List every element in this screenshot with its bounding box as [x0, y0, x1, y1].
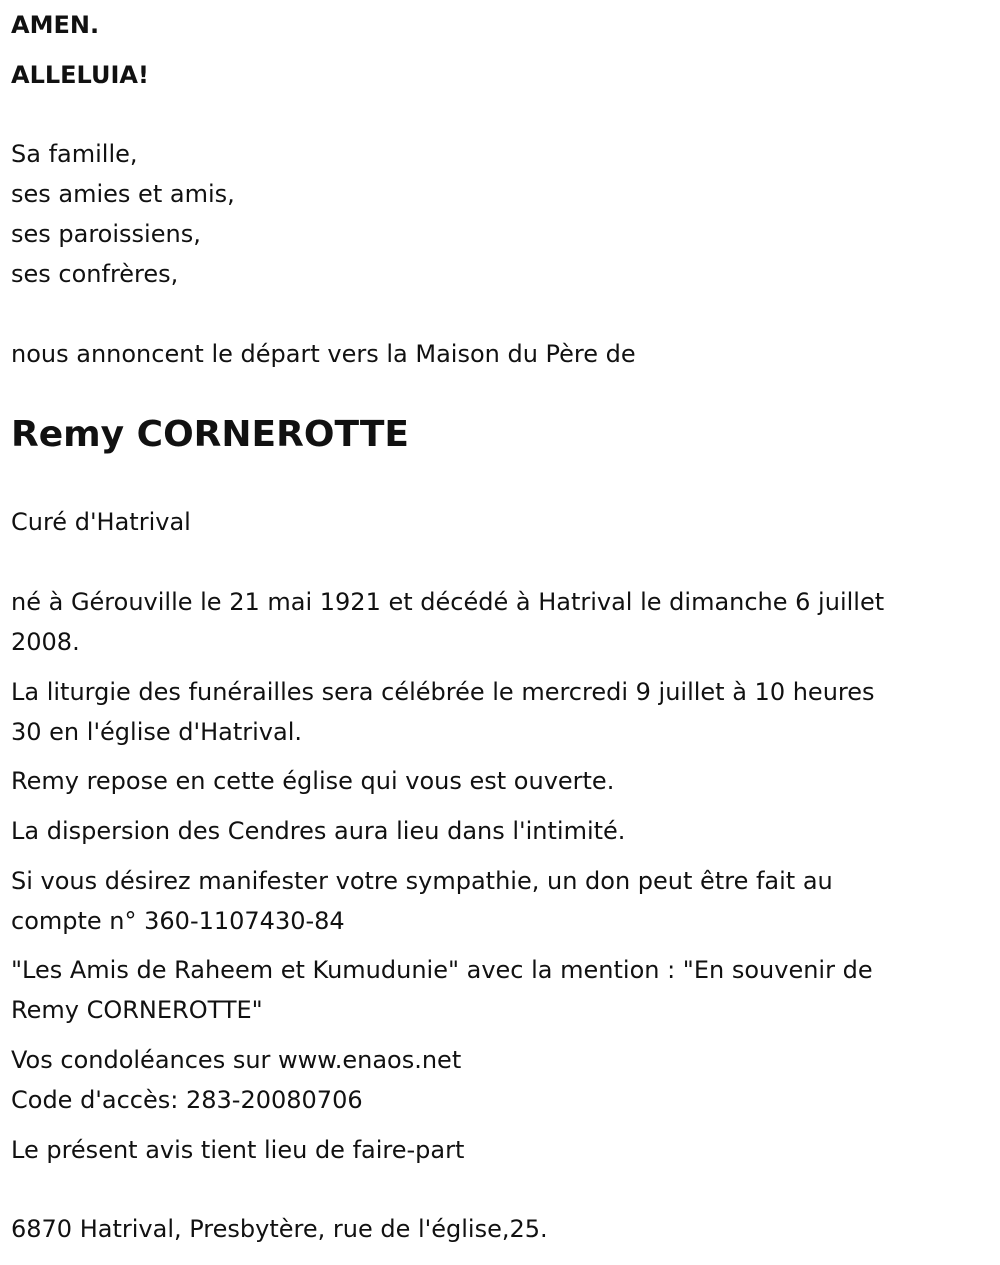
family-line: ses paroissiens,: [11, 220, 201, 248]
mention-line: Remy CORNEROTTE": [11, 996, 263, 1024]
birth-death-line: né à Gérouville le 21 mai 1921 et décédé à Hatrival le dimanche 6 juillet: [11, 588, 885, 616]
condolences-line: Vos condoléances sur www.enaos.net: [11, 1046, 462, 1074]
deceased-title: Curé d'Hatrival: [11, 508, 191, 536]
funeral-line: 30 en l'église d'Hatrival.: [11, 718, 303, 746]
access-code-line: Code d'accès: 283-20080706: [11, 1086, 363, 1114]
family-line: ses confrères,: [11, 260, 179, 288]
deceased-name: Remy CORNEROTTE: [11, 414, 409, 455]
donation-line: Si vous désirez manifester votre sympathie, un don peut être fait au: [11, 867, 833, 895]
family-line: Sa famille,: [11, 140, 138, 168]
alleluia-heading: ALLELUIA!: [11, 61, 149, 89]
donation-line: compte n° 360-1107430-84: [11, 907, 345, 935]
mention-line: "Les Amis de Raheem et Kumudunie" avec la mention : "En souvenir de: [11, 956, 873, 984]
announcement-text: nous annoncent le départ vers la Maison du Père de: [11, 340, 636, 368]
rest-text: Remy repose en cette église qui vous est ouverte.: [11, 767, 615, 795]
notice-text: Le présent avis tient lieu de faire-part: [11, 1136, 465, 1164]
address-text: 6870 Hatrival, Presbytère, rue de l'église,25.: [11, 1215, 548, 1243]
ashes-text: La dispersion des Cendres aura lieu dans l'intimité.: [11, 817, 626, 845]
family-line: ses amies et amis,: [11, 180, 235, 208]
birth-death-line: 2008.: [11, 628, 80, 656]
amen-heading: AMEN.: [11, 11, 100, 39]
funeral-line: La liturgie des funérailles sera célébrée le mercredi 9 juillet à 10 heures: [11, 678, 875, 706]
